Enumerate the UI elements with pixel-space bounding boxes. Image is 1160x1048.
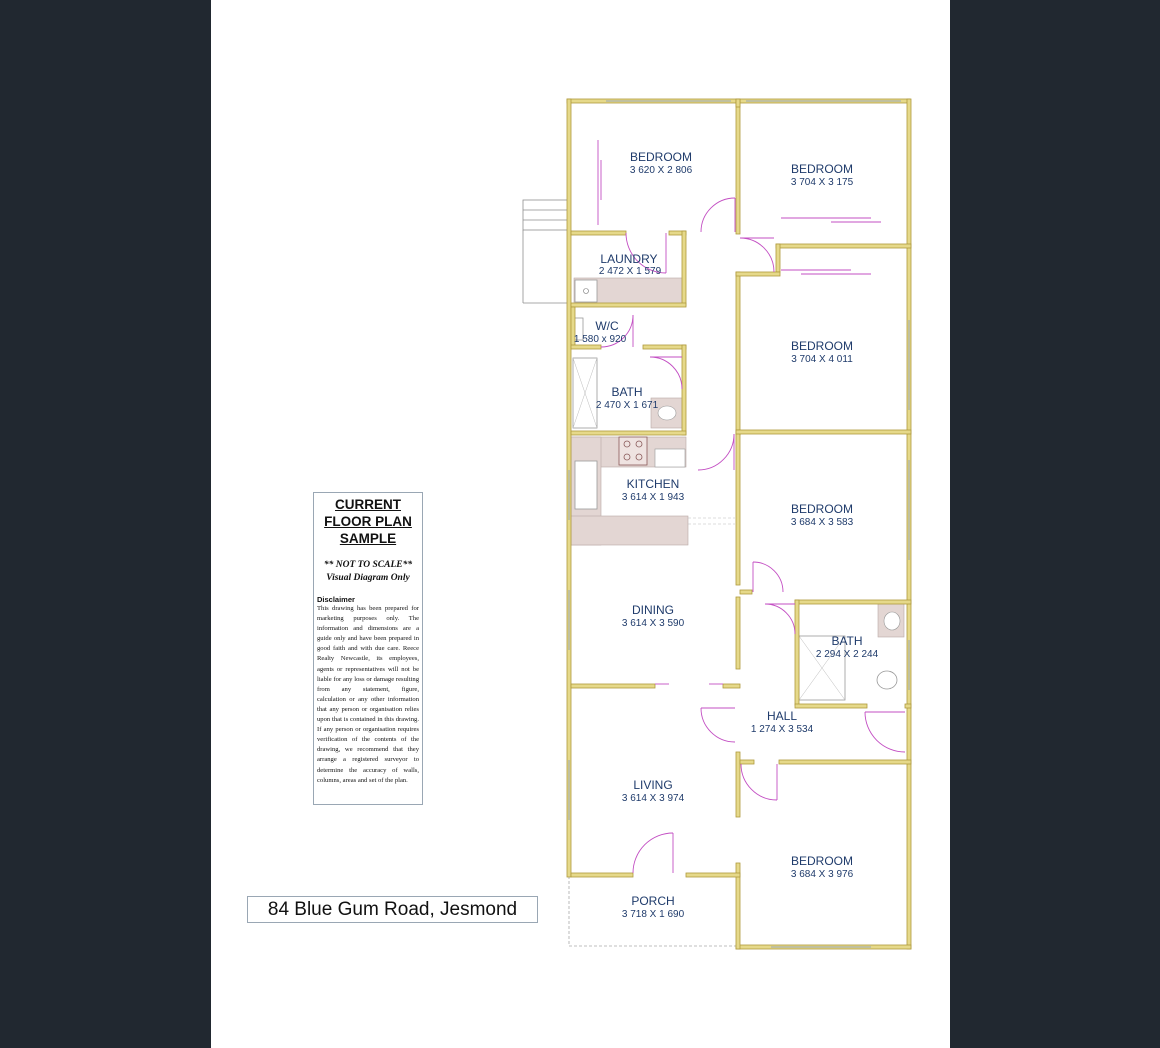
room-name: BEDROOM <box>790 854 854 868</box>
room-dimensions: 3 684 X 3 583 <box>790 517 854 528</box>
side-steps <box>523 200 569 303</box>
room-dimensions: 3 614 X 1 943 <box>621 492 685 503</box>
disclaimer-text: This drawing has been prepared for marketing purposes only. The information and dimensions are a guide only and have been prepared in good faith and with due care. Reece Realty Newcastle, its employees, agents or representatives will not be liable for any loss or damage resulting from any statement, figure, calculation or any other information that any person or organisation relies upon that is contained in this drawing. If any person or organisation requires verification of the contents of the drawing, we recommend that they arrange a registered surveyor to determine the accuracy of walls, columns, areas and set of the plan. <box>317 605 419 784</box>
room-dimensions: 1 580 x 920 <box>573 334 627 345</box>
room-dimensions: 3 704 X 4 011 <box>791 354 853 365</box>
bath-basin <box>658 406 676 420</box>
room-dimensions: 1 274 X 3 534 <box>750 724 814 735</box>
room-name: HALL <box>766 709 798 723</box>
room-name: PORCH <box>631 894 675 908</box>
room-dimensions: 2 470 X 1 671 <box>595 400 659 411</box>
ensuite-basin <box>884 612 900 630</box>
room-dimensions: 3 614 X 3 590 <box>621 618 685 629</box>
room-dimensions: 3 620 X 2 806 <box>629 165 693 176</box>
room-name: LAUNDRY <box>600 252 658 266</box>
room-name: BATH <box>831 634 863 648</box>
plan-info-box <box>313 492 423 805</box>
room-name: BEDROOM <box>790 502 854 516</box>
plan-title: CURRENT FLOOR PLAN SAMPLE <box>324 497 412 546</box>
room-dimensions: 3 614 X 3 974 <box>621 793 685 804</box>
room-dimensions: 2 294 X 2 244 <box>815 649 879 660</box>
visual-note: Visual Diagram Only <box>326 573 410 583</box>
scale-note: ** NOT TO SCALE** <box>323 560 413 570</box>
room-name: DINING <box>632 603 674 617</box>
room-name: BATH <box>611 385 643 399</box>
kitchen-sink <box>575 461 597 509</box>
room-dimensions: 2 472 X 1 579 <box>598 266 662 277</box>
room-name: BEDROOM <box>790 162 854 176</box>
disclaimer-heading: Disclaimer <box>317 595 355 604</box>
laundry-tub <box>575 280 597 302</box>
room-name: W/C <box>595 319 619 333</box>
room-dimensions: 3 684 X 3 976 <box>790 869 854 880</box>
room-dimensions: 3 704 X 3 175 <box>790 177 854 188</box>
floor-plan-sheet <box>211 0 950 1048</box>
fridge-space <box>655 449 685 467</box>
room-dimensions: 3 718 X 1 690 <box>621 909 685 920</box>
room-name: BEDROOM <box>790 339 854 353</box>
room-name: KITCHEN <box>626 477 680 491</box>
room-name: LIVING <box>633 778 673 792</box>
kitchen-stove <box>619 437 647 465</box>
room-name: BEDROOM <box>629 150 693 164</box>
kitchen-island <box>571 516 688 545</box>
ensuite-toilet <box>877 671 897 689</box>
property-address: 84 Blue Gum Road, Jesmond <box>247 896 538 923</box>
